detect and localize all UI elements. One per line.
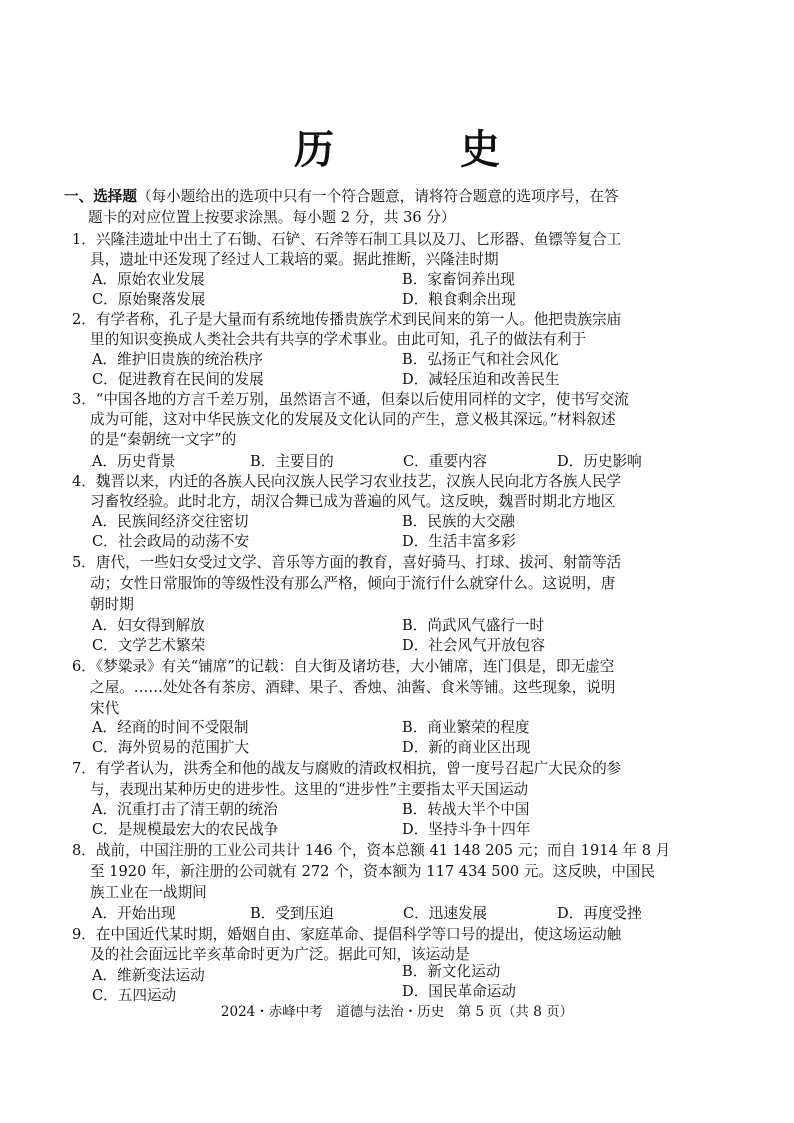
question-7-option-c[interactable]: C．是规模最宏大的农民战争 <box>92 821 279 838</box>
question-3-option-d[interactable]: D．历史影响 <box>557 453 642 470</box>
question-7-option-b[interactable]: B．转战大半个中国 <box>402 801 530 818</box>
question-5-option-c[interactable]: C．文学艺术繁荣 <box>92 637 206 654</box>
question-2-option-d[interactable]: D．减轻压迫和改善民生 <box>402 371 560 388</box>
question-9-option-d[interactable]: D．国民革命运动 <box>402 983 516 1000</box>
question-1-option-b[interactable]: B．家畜饲养出现 <box>402 271 515 288</box>
question-6-option-b[interactable]: B．商业繁荣的程度 <box>402 719 530 736</box>
question-3-option-c[interactable]: C．重要内容 <box>403 453 488 470</box>
question-6-option-d[interactable]: D．新的商业区出现 <box>402 739 531 756</box>
question-1-option-c[interactable]: C．原始聚落发展 <box>92 291 206 308</box>
question-8-option-d[interactable]: D．再度受挫 <box>557 905 642 922</box>
question-4-option-a[interactable]: A．民族间经济交往密切 <box>92 513 249 530</box>
question-3-option-a[interactable]: A．历史背景 <box>92 453 176 470</box>
question-8-line-3: 族工业在一战期间 <box>90 884 207 901</box>
question-2-option-a[interactable]: A．维护旧贵族的统治秩序 <box>92 351 264 368</box>
question-8-option-b[interactable]: B．受到压迫 <box>250 905 334 922</box>
question-5-option-a[interactable]: A．妇女得到解放 <box>92 617 205 634</box>
question-4-option-d[interactable]: D．生活丰富多彩 <box>402 533 516 550</box>
question-6-line-2: 之屋。……处处各有茶房、酒肆、果子、香烛、油酱、食米等铺。这些现象，说明 <box>90 679 616 696</box>
page-footer: 2024・赤峰中考 道德与法治・历史 第 5 页（共 8 页） <box>220 1004 574 1020</box>
page-title: 历 史 <box>294 127 556 173</box>
question-2-option-c[interactable]: C．促进教育在民间的发展 <box>92 371 264 388</box>
question-8-line-1: 8．战前，中国注册的工业公司共计 146 个，资本总额 41 148 205 元；而自 1914 年 8 月 <box>72 842 671 859</box>
section-instruction-line-1: （每小题给出的选项中只有一个符合题意，请将符合题意的选项序号，在答 <box>136 188 619 205</box>
question-4-option-c[interactable]: C．社会政局的动荡不安 <box>92 533 250 550</box>
question-3-option-b[interactable]: B．主要目的 <box>250 453 334 470</box>
question-2-line-1: 2．有学者称，孔子是大量而有系统地传播贵族学术到民间来的第一人。他把贵族宗庙 <box>72 311 622 328</box>
question-6-line-3: 宋代 <box>90 700 120 717</box>
question-2-line-2: 里的知识变换成人类社会共有共享的学术事业。由此可知，孔子的做法有利于 <box>90 331 587 348</box>
question-9-option-c[interactable]: C．五四运动 <box>92 987 177 1004</box>
question-6-option-c[interactable]: C．海外贸易的范围扩大 <box>92 739 250 756</box>
question-5-line-1: 5．唐代，一些妇女受过文学、音乐等方面的教育，喜好骑马、打球、拔河、射箭等活 <box>72 554 622 571</box>
question-1-line-2: 具，遗址中还发现了经过人工栽培的粟。据此推断，兴隆洼时期 <box>90 251 499 268</box>
question-7-line-1: 7．有学者认为，洪秀全和他的战友与腐败的清政权相抗，曾一度号召起广大民众的参 <box>72 760 622 777</box>
question-5-line-2: 动；女性日常服饰的等级性没有那么严格，倾向于流行什么就穿什么。这说明，唐 <box>90 575 616 592</box>
question-8-option-a[interactable]: A．开始出现 <box>92 905 176 922</box>
question-9-option-a[interactable]: A．维新变法运动 <box>92 967 205 984</box>
question-1-option-d[interactable]: D．粮食剩余出现 <box>402 291 516 308</box>
question-5-option-b[interactable]: B．尚武风气盛行一时 <box>402 617 545 634</box>
question-3-line-2: 成为可能，这对中华民族文化的发展及文化认同的产生，意义极其深远。”材料叙述 <box>90 411 616 428</box>
question-9-line-1: 9．在中国近代某时期，婚姻自由、家庭革命、提倡科学等口号的提出，使这场运动触 <box>72 926 622 943</box>
question-9-option-b[interactable]: B．新文化运动 <box>402 963 501 980</box>
section-heading: 一、选择题 <box>64 188 137 205</box>
question-5-line-3: 朝时期 <box>90 596 134 613</box>
question-7-line-2: 与，表现出某种历史的进步性。这里的“进步性”主要指太平天国运动 <box>90 781 529 798</box>
question-5-option-d[interactable]: D．社会风气开放包容 <box>402 637 546 654</box>
question-7-option-a[interactable]: A．沉重打击了清王朝的统治 <box>92 801 278 818</box>
question-1-option-a[interactable]: A．原始农业发展 <box>92 271 205 288</box>
question-8-line-2: 至 1920 年，新注册的公司就有 272 个，资本额为 117 434 500 元。这反映，中国民 <box>90 863 656 880</box>
question-6-line-1: 6．《梦粱录》有关“铺席”的记载：自大街及诸坊巷，大小铺席，连门俱是，即无虚空 <box>72 658 615 675</box>
question-2-option-b[interactable]: B．弘扬正气和社会风化 <box>402 351 559 368</box>
question-8-option-c[interactable]: C．迅速发展 <box>403 905 488 922</box>
question-4-option-b[interactable]: B．民族的大交融 <box>402 513 515 530</box>
question-1-line-1: 1．兴隆洼遗址中出土了石锄、石铲、石斧等石制工具以及刀、匕形器、鱼镖等复合工 <box>72 231 622 248</box>
section-label <box>64 187 619 207</box>
question-7-option-d[interactable]: D．坚持斗争十四年 <box>402 821 531 838</box>
question-4-line-2: 习畜牧经验。此时北方，胡汉合舞已成为普遍的风气。这反映，魏晋时期北方地区 <box>90 493 616 510</box>
question-9-line-2: 及的社会面远比辛亥革命时更为广泛。据此可知，该运动是 <box>90 946 470 963</box>
question-3-line-1: 3．“中国各地的方言千差万别，虽然语言不通，但秦以后使用同样的文字，使书写交流 <box>72 391 629 408</box>
section-instruction-line-2: 题卡的对应位置上按要求涂黑。每小题 2 分，共 36 分） <box>88 209 456 226</box>
question-6-option-a[interactable]: A．经商的时间不受限制 <box>92 719 249 736</box>
question-3-line-3: 的是“秦朝统一文字”的 <box>90 431 237 448</box>
question-4-line-1: 4．魏晋以来，内迁的各族人民向汉族人民学习农业技艺，汉族人民向北方各族人民学 <box>72 473 622 490</box>
